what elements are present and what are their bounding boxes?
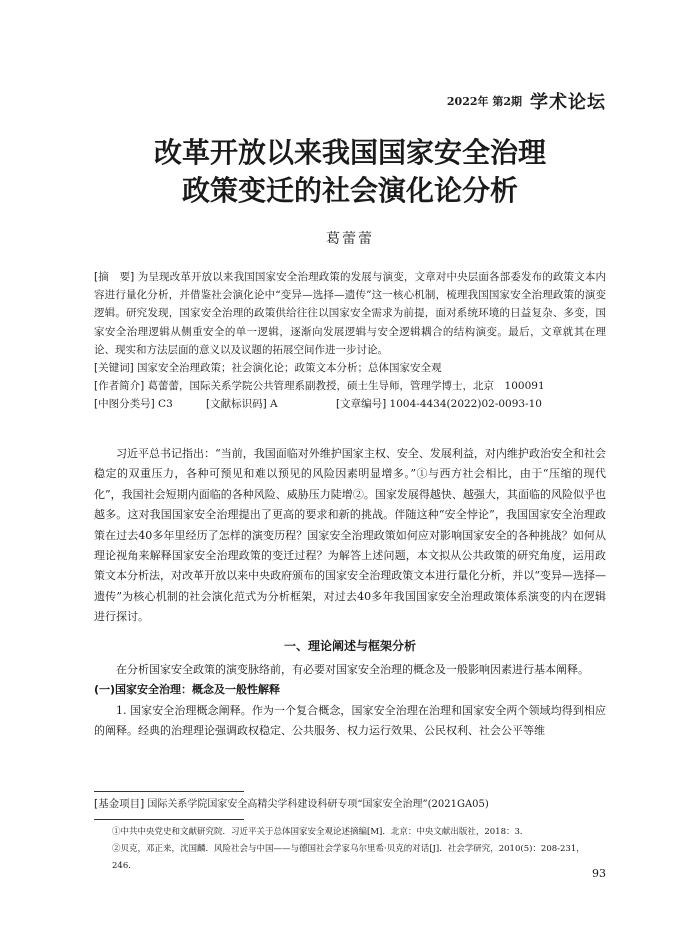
author-name: 葛蕾蕾 [326, 231, 374, 247]
section-heading-1: 一、理论阐述与框架分析 [283, 638, 416, 653]
title-line-2: 政策变迁的社会演化论分析 [181, 174, 518, 207]
body-paragraph-3: 1. 国家安全治理概念阐释。作为一个复合概念，国家安全治理在治理和国家安全两个领域均得到相应的阐释。经典的治理理论强调政权稳定、公共服务、权力运行效果、公民权利、社会公平等维 [94, 703, 606, 738]
fund-note [94, 795, 489, 811]
doc-code-value: A [270, 398, 278, 411]
keywords-text: 国家安全治理政策；社会演化论；政策文本分析；总体国家安全观 [137, 362, 442, 375]
article-number-value: 1004-4434(2022)02-0093-10 [389, 398, 542, 411]
body-paragraph-1: 习近平总书记指出：“当前，我国面临对外维护国家主权、安全、发展利益，对内维护政治安全和社会稳定的双重压力，各种可预见和难以预见的风险因素明显增多。”①与西方社会相比，由于“压缩的现代化”，我国社会短期内面临的各种风险、威胁压力陡增②。国家发展得越快、越强大，其面临的风险似乎也越多。这对我国国家安全治理提出了更高的要求和新的挑战。伴随这种“安全悖论”，我国国家安全治理政策在过去40多年里经历了怎样的演变历程？国家安全治理政策如何应对影响国家安全的各种挑战？如何从理论视角来解释国家安全治理政策的变迁过程？为解答上述问题，本文拟从公共政策的研究角度，运用政策文本分析法，对改革开放以来中央政府颁布的国家安全治理政策文本进行量化分析，并以“变异—选择—遗传”为核心机制的社会演化范式为分析框架，对过去40多年我国国家安全治理政策体系演变的内在逻辑进行探讨。 [94, 447, 606, 624]
article-number-label: [文章编号] [336, 398, 387, 411]
title-line-1: 改革开放以来我国国家安全治理 [153, 136, 546, 169]
subsection-heading-1: (一)国家安全治理：概念及一般性解释 [94, 683, 281, 697]
author-info-label: [作者简介] [94, 380, 145, 393]
journal-header [447, 88, 606, 114]
footnote-1: ①中共中央党史和文献研究院．习近平关于总体国家安全观论述摘编[M]．北京：中央文献出版社，2018：3． [112, 827, 529, 837]
issue-number: 2022年 第2期 [446, 95, 522, 108]
article-title [0, 134, 700, 210]
fund-label: [基金项目] [94, 798, 145, 810]
fund-text: 国际关系学院国家安全高精尖学科建设科研专项“国家安全治理”(2021GA05) [147, 799, 489, 810]
abstract-block [94, 268, 606, 413]
abstract-label: [摘 要] [94, 271, 135, 283]
body-paragraph-2: 在分析国家安全政策的演变脉络前，有必要对国家安全治理的概念及一般影响因素进行基本阐释。 [116, 663, 589, 677]
abstract [94, 268, 606, 359]
classification-line [94, 395, 606, 413]
footnotes [112, 824, 606, 875]
author-info [94, 377, 606, 395]
fund-divider [94, 791, 244, 792]
abstract-text: 为呈现改革开放以来我国国家安全治理政策的发展与演变，文章对中央层面各部委发布的政策文本内容进行量化分析，并借鉴社会演化论中“变异—选择—遗传”这一核心机制，梳理我国国家安全治理政策的演变逻辑。研究发现，国家安全治理的政策供给往往以国家安全需求为前提，面对系统环境的日益复杂、多变，国家安全治理逻辑从侧重安全的单一逻辑，逐渐向发展逻辑与安全逻辑耦合的结构演变。最后，文章就其在理论、现实和方法层面的意义以及议题的拓展空间作进一步讨论。 [94, 271, 606, 356]
author-info-text: 葛蕾蕾，国际关系学院公共管理系副教授，硕士生导师，管理学博士，北京 100091 [147, 380, 545, 393]
clc-value: C3 [158, 398, 173, 411]
journal-name: 学术论坛 [530, 92, 606, 113]
footnote-divider [94, 819, 244, 820]
keywords [94, 359, 606, 377]
keywords-label: [关键词] [94, 362, 134, 375]
footnote-2: ②贝克，邓正来，沈国麟．风险社会与中国——与德国社会学家乌尔里希·贝克的对话[J]．社会学研究，2010(5)：208-231，246． [112, 844, 585, 871]
article-body [94, 444, 606, 742]
clc-label: [中图分类号] [94, 398, 155, 411]
page-number: 93 [592, 867, 606, 880]
doc-code-label: [文献标识码] [206, 398, 267, 411]
